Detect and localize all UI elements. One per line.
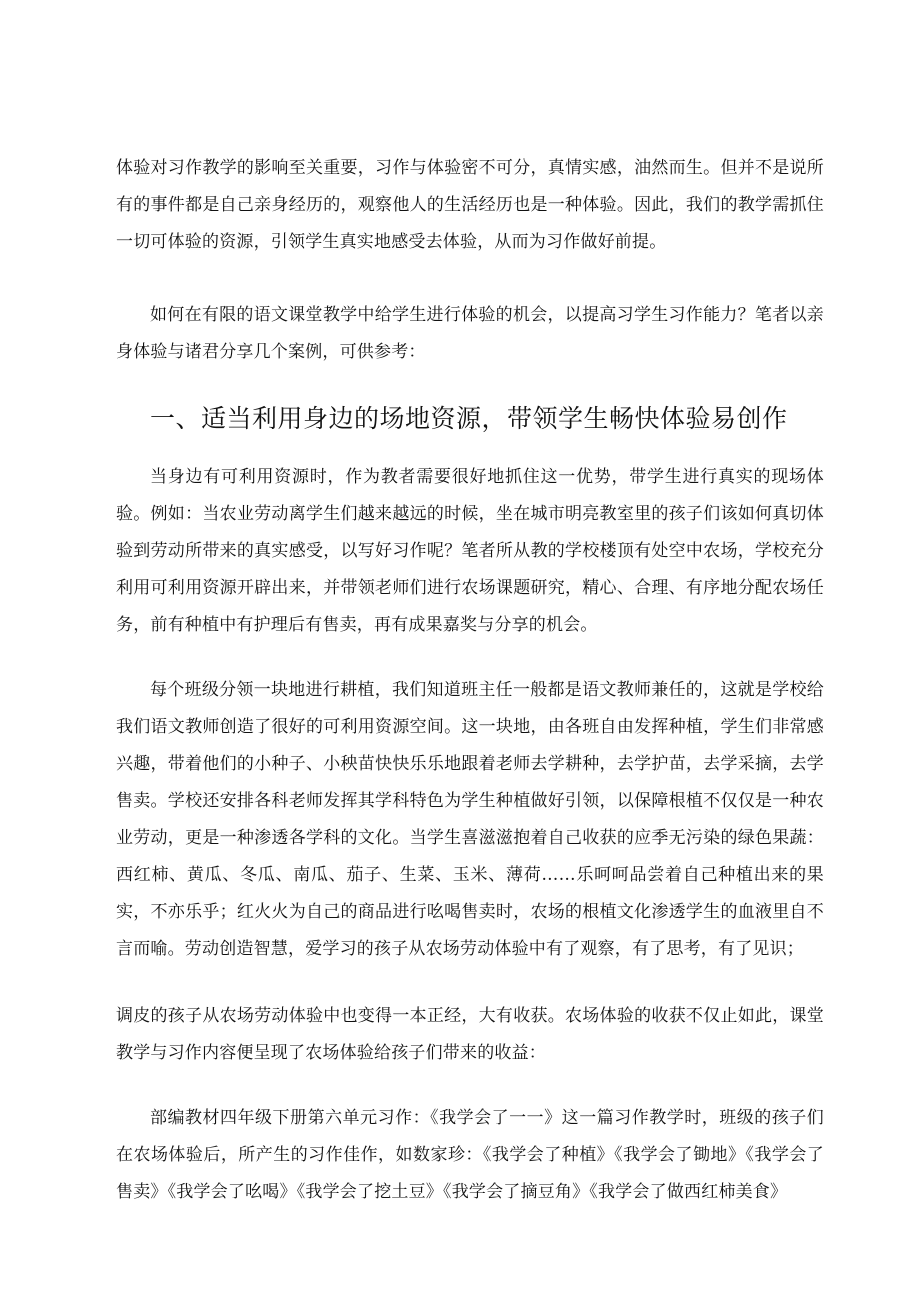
- section-heading: 一、适当利用身边的场地资源，带领学生畅快体验易创作: [150, 404, 788, 433]
- paragraph-class-farming: 每个班级分领一块地进行耕植，我们知道班主任一般都是语文教师兼任的，这就是学校给我们语文教师创造了很好的可利用资源空间。这一块地，由各班自由发挥种植，学生们非常感兴趣，带着他们的小种子、小秧苗快快乐乐地跟着老师去学耕种，去学护苗，去学采摘，去学售卖。学校还安排各科老师发挥其学科特色为学生种植做好引领，以保障根植不仅仅是一种农业劳动，更是一种渗透各学科的文化。当学生喜滋滋抱着自己收获的应季无污染的绿色果蔬：西红柿、黄瓜、冬瓜、南瓜、茄子、生菜、玉米、薄荷……乐呵呵品尝着自己种植出来的果实，不亦乐乎；红火火为自己的商品进行吆喝售卖时，农场的根植文化渗透学生的血液里自不言而喻。劳动创造智慧，爱学习的孩子从农场劳动体验中有了观察，有了思考，有了见识；: [116, 680, 824, 959]
- document-page: [116, 150, 824, 1211]
- paragraph-resources: 当身边有可利用资源时，作为教者需要很好地抓住这一优势，带学生进行真实的现场体验。例如：当农业劳动离学生们越来越远的时候，坐在城市明亮教室里的孩子们该如何真切体验到劳动所带来的真实感受，以写好习作呢？笔者所从教的学校楼顶有处空中农场，学校充分利用可利用资源开辟出来，并带领老师们进行农场课题研究，精心、合理、有序地分配农场任务，前有种植中有护理后有售卖，再有成果嘉奖与分享的机会。: [116, 467, 824, 635]
- paragraph-textbook: 部编教材四年级下册第六单元习作：《我学会了一一》这一篇习作教学时，班级的孩子们在农场体验后，所产生的习作佳作，如数家珍：《我学会了种植》《我学会了锄地》《我学会了售卖》《我学会了吆喝》《我学会了挖土豆》《我学会了摘豆角》《我学会了做西红柿美食》: [116, 1108, 824, 1202]
- paragraph-intro: 体验对习作教学的影响至关重要，习作与体验密不可分，真情实感，油然而生。但并不是说所有的事件都是自己亲身经历的，观察他人的生活经历也是一种体验。因此，我们的教学需抓住一切可体验的资源，引领学生真实地感受去体验，从而为习作做好前提。: [116, 158, 824, 252]
- paragraph-harvest: 调皮的孩子从农场劳动体验中也变得一本正经，大有收获。农场体验的收获不仅止如此，课堂教学与习作内容便呈现了农场体验给孩子们带来的收益：: [116, 1006, 824, 1063]
- paragraph-question: 如何在有限的语文课堂教学中给学生进行体验的机会，以提高习学生习作能力？笔者以亲身体验与诸君分享几个案例，可供参考：: [116, 305, 824, 362]
